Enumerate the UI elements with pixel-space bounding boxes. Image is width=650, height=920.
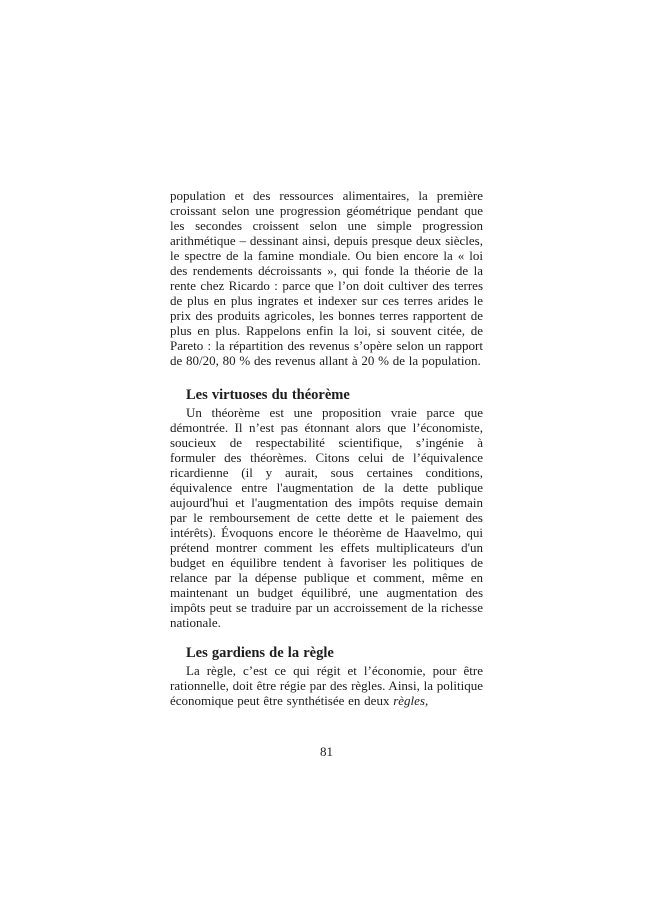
text-column [170,188,483,708]
section-heading-virtuoses: Les virtuoses du théorème [186,387,350,403]
paragraph-regle-text: La règle, c’est ce qui régit et l’économie, pour être rationnelle, doit être régie par des règles. Ainsi, la politique économique peut être synthétisée en deux [170,663,483,708]
paragraph-continuation: population et des ressources alimentaires, la première croissant selon une progression géométrique pendant que les secondes croissent selon une simple progression arithmétique – dessinant ainsi, depuis presque deux siècles, le spectre de la famine mondiale. Ou bien encore la « loi des rendements décroissants », qui fonde la théorie de la rente chez Ricardo : parce que l’on doit cultiver des terres de plus en plus ingrates et indexer sur ces terres arides le prix des produits agricoles, les bonnes terres rapportent de plus en plus. Rappelons enfin la loi, si souvent citée, de Pareto : la répartition des revenus s’opère selon un rapport de 80/20, 80 % des revenus allant à 20 % de la population. [170,188,483,368]
paragraph-regle [170,663,483,708]
italic-word-regles: règles [393,693,425,708]
section-heading-gardiens: Les gardiens de la règle [186,645,334,661]
paragraph-theoreme: Un théorème est une proposition vraie parce que démontrée. Il n’est pas étonnant alors que l’économiste, soucieux de respectabilité scientifique, s’ingénie à formuler des théorèmes. Citons celui de l’équivalence ricardienne (il y aurait, sous certaines conditions, équivalence entre l'augmentation de la dette publique aujourd'hui et l'augmentation des impôts requise demain par le remboursement de cette dette et le paiement des intérêts). Évoquons encore le théorème de Haavelmo, qui prétend montrer comment les effets multiplicateurs d'un budget en équilibre tendent à favoriser les politiques de relance par la dépense publique et comment, même en maintenant un budget équilibré, une augmentation des impôts peut se traduire par un accroissement de la richesse nationale. [170,405,483,630]
paragraph-regle-ending: , [424,693,429,708]
page-number: 81 [320,744,333,759]
